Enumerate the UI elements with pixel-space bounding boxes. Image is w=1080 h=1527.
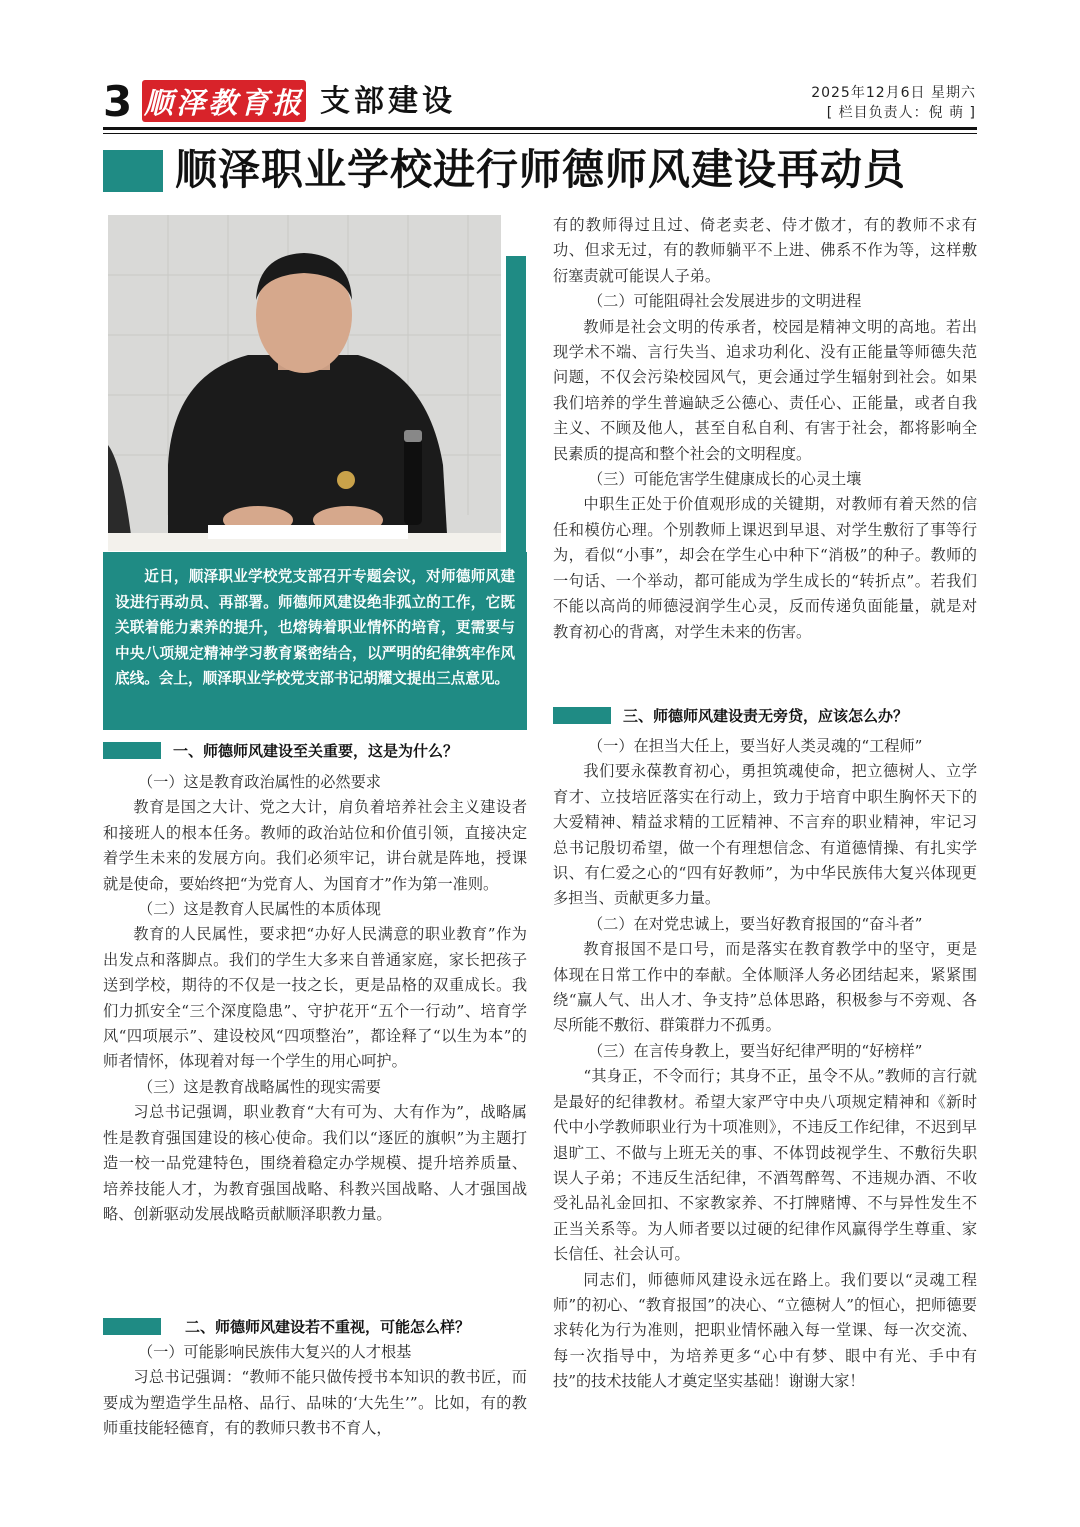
issue-date: 2025年12月6日 星期六 — [811, 85, 976, 101]
section-heading-bar — [103, 742, 161, 759]
section-name: 支部建设 — [320, 84, 456, 119]
paragraph: 教师是社会文明的传承者，校园是精神文明的高地。若出现学术不端、言行失当、追求功利化、没有正能量等师德失范问题，不仅会污染校园风气，更会通过学生辐射到社会。如果我们培养的学生普遍缺乏公德心、责任心、正能量，或者自我主义、不顾及他人，甚至自私自利、有害于社会，都将影响全民素质的提高和整个社会的文明程度。 — [553, 317, 977, 463]
paragraph: 教育报国不是口号，而是落实在教育教学中的坚守，更是体现在日常工作中的奉献。全体顺泽人务必团结起来，紧紧围绕“赢人气、出人才、争支持”总体思路，积极参与不旁观、各尽所能不敷衍、群策群力不孤勇。 — [553, 940, 977, 1035]
paragraph: 习总书记强调：“教师不能只做传授书本知识的教书匠，而要成为塑造学生品格、品行、品味的‘大先生’”。比如，有的教师重技能轻德育，有的教师只教书不育人， — [103, 1368, 527, 1438]
lead-summary-text: 近日，顺泽职业学校党支部召开专题会议，对师德师风建设进行再动员、再部署。师德师风建设绝非孤立的工作，它既关联着能力素养的提升，也熔铸着职业情怀的培育，更需要与中央八项规定精神学习教育紧密结合，以严明的纪律筑牢作风底线。会上，顺泽职业学校党支部书记胡耀文提出三点意见。 — [115, 568, 515, 687]
header-rule-thin — [103, 133, 977, 134]
section-heading-title: 一、师德师风建设至关重要，这是为什么？ — [173, 741, 459, 760]
section-heading-2 — [103, 1313, 470, 1339]
section-heading-bar — [103, 1318, 161, 1335]
subheading: （一）在担当大任上，要当好人类灵魂的“工程师” — [587, 737, 923, 755]
subheading: （二）这是教育人民属性的本质体现 — [137, 900, 381, 919]
column-editor: [ 栏目负责人：倪 萌 ] — [826, 105, 976, 121]
section-heading-title: 三、师德师风建设责无旁贷，应该怎么办？ — [623, 706, 909, 725]
section-3-body — [553, 734, 977, 1395]
subheading: （一）这是教育政治属性的必然要求 — [137, 773, 381, 791]
subheading: （三）在言传身教上，要当好纪律严明的“好榜样” — [587, 1041, 923, 1060]
section-heading-bar — [553, 707, 611, 724]
photo-accent-bar — [506, 256, 526, 556]
section-heading-1 — [103, 737, 458, 763]
paragraph: “其身正，不令而行；其身不正，虽令不从。”教师的言行就是最好的纪律教材。希望大家严守中央八项规定精神和《新时代中小学教师职业行为十项准则》，不违反工作纪律，不迟到早退旷工、不做与上班无关的事、不体罚歧视学生、不敷衍失职误人子弟；不违反生活纪律，不酒驾醉驾、不违规办酒、不收受礼品礼金回扣、不家教家养、不打牌赌博、不与异性发生不正当关系等。为人师者要以过硬的纪律作风赢得学生尊重、家长信任、社会认可。 — [553, 1067, 977, 1264]
section-2-body-left — [103, 1340, 527, 1442]
header-rule-thick — [103, 127, 977, 130]
page-number: 3 — [103, 77, 133, 126]
section-1-body — [103, 770, 527, 1227]
section-heading-3 — [553, 702, 908, 728]
speaker-photo-illustration — [108, 215, 501, 551]
subheading: （三）可能危害学生健康成长的心灵土壤 — [587, 470, 862, 489]
headline-accent-block — [103, 150, 163, 192]
newspaper-logo — [142, 80, 306, 122]
paragraph: 中职生正处于价值观形成的关键期，对教师有着天然的信任和模仿心理。个别教师上课迟到早退、对学生敷衍了事等行为，看似“小事”，却会在学生心中种下“消极”的种子。教师的一句话、一个举动，都可能成为学生成长的“转折点”。若我们不能以高尚的师德浸润学生心灵，反而传递负面能量，就是对教育初心的背离，对学生未来的伤害。 — [553, 495, 977, 641]
subheading: （三）这是教育战略属性的现实需要 — [137, 1077, 381, 1096]
subheading: （一）可能影响民族伟大复兴的人才根基 — [137, 1343, 412, 1361]
paragraph: 我们要永葆教育初心，勇担筑魂使命，把立德树人、立学育才、立技培匠落实在行动上，致力于培育中职生胸怀天下的大爱精神、精益求精的工匠精神、不言弃的职业精神，牢记习总书记殷切希望，做一个有理想信念、有道德情操、有扎实学识、有仁爱之心的“四有好教师”，为中华民族伟大复兴体现更多担当、贡献更多力量。 — [553, 762, 977, 908]
paragraph: 教育是国之大计、党之大计，肩负着培养社会主义建设者和接班人的根本任务。教师的政治站位和价值引领，直接决定着学生未来的发展方向。我们必须牢记，讲台就是阵地，授课就是使命，要始终把“为党育人、为国育才”作为第一准则。 — [103, 798, 527, 893]
paragraph: 教育的人民属性，要求把“办好人民满意的职业教育”作为出发点和落脚点。我们的学生大多来自普通家庭，家长把孩子送到学校，期待的不仅是一技之长，更是品格的双重成长。我们力抓安全“三个深度隐患”、守护花开“五个一行动”、培育学风“四项展示”、建设校风“四项整治”，都诠释了“以生为本”的师者情怀，体现着对每一个学生的用心呵护。 — [103, 925, 527, 1071]
section-heading-title: 二、师德师风建设若不重视，可能怎么样？ — [185, 1317, 471, 1336]
section-2-body-right — [553, 213, 977, 645]
subheading: （二）可能阻碍社会发展进步的文明进程 — [587, 292, 862, 311]
paragraph-continued: 有的教师得过且过、倚老卖老、侍才傲才，有的教师不求有功、但求无过，有的教师躺平不上进、佛系不作为等，这样敷衍塞责就可能误人子弟。 — [553, 216, 977, 285]
speaker-photo — [108, 215, 501, 551]
article-headline: 顺泽职业学校进行师德师风建设再动员 — [175, 145, 907, 194]
subheading: （二）在对党忠诚上，要当好教育报国的“奋斗者” — [587, 914, 923, 933]
logo-text: 顺泽教育报 — [143, 85, 304, 120]
paragraph: 习总书记强调，职业教育“大有可为、大有作为”，战略属性是教育强国建设的核心使命。我们以“逐匠的旗帜”为主题打造一校一品党建特色，围绕着稳定办学规模、提升培养质量、培养技能人才，为教育强国战略、科教兴国战略、人才强国战略、创新驱动发展战略贡献顺泽职教力量。 — [103, 1103, 527, 1223]
closing-paragraph: 同志们，师德师风建设永远在路上。我们要以“灵魂工程师”的初心、“教育报国”的决心、“立德树人”的恒心，把师德要求转化为行为准则，把职业情怀融入每一堂课、每一次交流、每一次指导中，为培养更多“心中有梦、眼中有光、手中有技”的技术技能人才奠定坚实基础！谢谢大家！ — [553, 1270, 977, 1391]
